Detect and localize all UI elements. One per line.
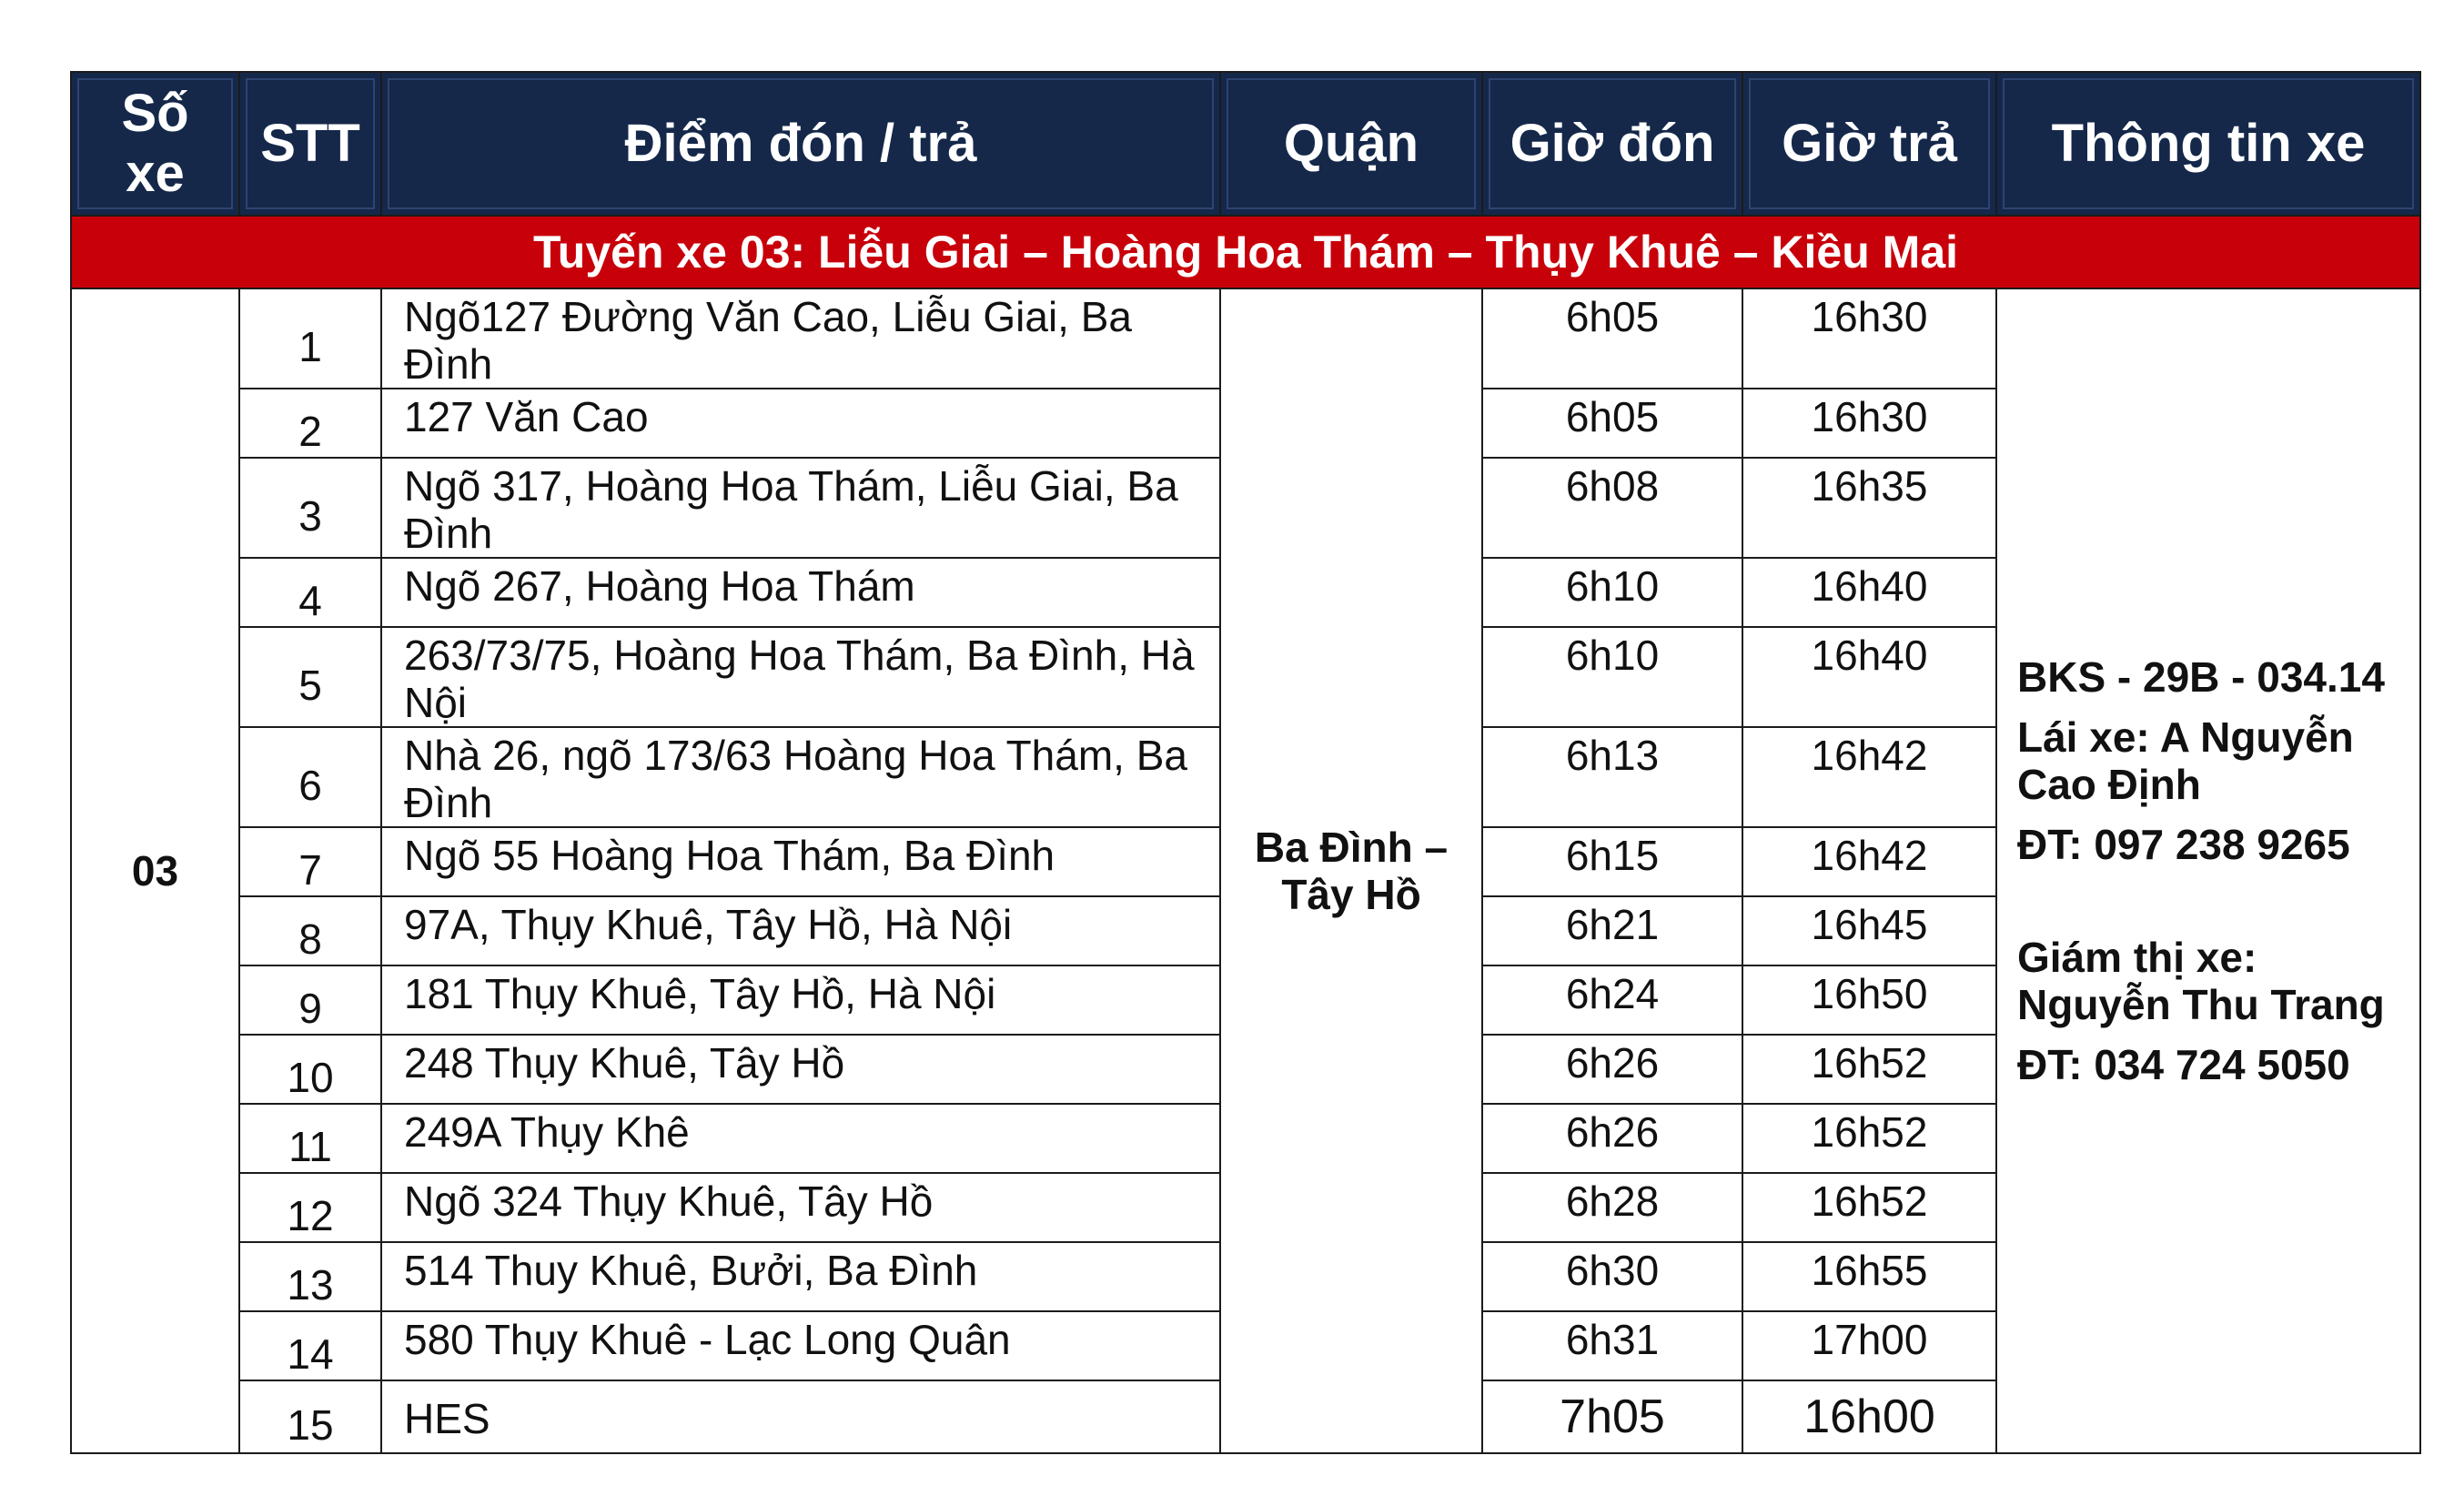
pickup-time: 6h15: [1482, 827, 1742, 896]
header-stt: STT: [239, 72, 381, 216]
pickup-time: 6h10: [1482, 558, 1742, 627]
stop-address: Ngõ 267, Hoàng Hoa Thám: [381, 558, 1220, 627]
route-table: [70, 71, 2421, 1454]
dropoff-time: 16h55: [1742, 1242, 1996, 1311]
driver-phone: ĐT: 097 238 9265: [2017, 821, 2350, 868]
pickup-time: 6h05: [1482, 389, 1742, 458]
pickup-time: 6h30: [1482, 1242, 1742, 1311]
pickup-time: 6h05: [1482, 288, 1742, 389]
pickup-time: 6h26: [1482, 1035, 1742, 1104]
stop-number: 9: [239, 965, 381, 1035]
driver: Lái xe: A Nguyễn Cao Định: [2017, 713, 2354, 808]
stop-address: 181 Thụy Khuê, Tây Hồ, Hà Nội: [381, 965, 1220, 1035]
pickup-time: 6h21: [1482, 896, 1742, 965]
header-pickup: Giờ đón: [1482, 72, 1742, 216]
pickup-time: 6h13: [1482, 727, 1742, 827]
header-bus-info: Thông tin xe: [1996, 72, 2420, 216]
stop-address: 97A, Thụy Khuê, Tây Hồ, Hà Nội: [381, 896, 1220, 965]
dropoff-time: 16h00: [1742, 1380, 1996, 1453]
plate: BKS - 29B - 034.14: [2017, 653, 2385, 701]
pickup-time: 6h24: [1482, 965, 1742, 1035]
stop-number: 12: [239, 1173, 381, 1242]
stop-address: 580 Thụy Khuê - Lạc Long Quân: [381, 1311, 1220, 1380]
route-title: Tuyến xe 03: Liễu Giai – Hoàng Hoa Thám – Thụy Khuê – Kiều Mai: [71, 216, 2420, 288]
dropoff-time: 16h42: [1742, 727, 1996, 827]
stop-address: Ngõ 324 Thụy Khuê, Tây Hồ: [381, 1173, 1220, 1242]
dropoff-time: 16h30: [1742, 288, 1996, 389]
stop-number: 6: [239, 727, 381, 827]
pickup-time: 6h28: [1482, 1173, 1742, 1242]
bus-info: [1996, 288, 2420, 1453]
pickup-time: 6h08: [1482, 458, 1742, 558]
pickup-time: 6h10: [1482, 627, 1742, 727]
stop-number: 1: [239, 288, 381, 389]
stop-address: 514 Thuy Khuê, Bưởi, Ba Đình: [381, 1242, 1220, 1311]
stop-number: 11: [239, 1104, 381, 1173]
stop-address: 248 Thụy Khuê, Tây Hồ: [381, 1035, 1220, 1104]
dropoff-time: 16h50: [1742, 965, 1996, 1035]
table-row: [71, 288, 2420, 389]
dropoff-time: 16h52: [1742, 1173, 1996, 1242]
stop-number: 15: [239, 1380, 381, 1453]
stop-address: 127 Văn Cao: [381, 389, 1220, 458]
dropoff-time: 16h45: [1742, 896, 1996, 965]
stop-address: HES: [381, 1380, 1220, 1453]
header-stop: Điểm đón / trả: [381, 72, 1220, 216]
dropoff-time: 16h30: [1742, 389, 1996, 458]
stop-address: 263/73/75, Hoàng Hoa Thám, Ba Đình, Hà Nội: [381, 627, 1220, 727]
header-district: Quận: [1220, 72, 1482, 216]
stop-number: 14: [239, 1311, 381, 1380]
dropoff-time: 17h00: [1742, 1311, 1996, 1380]
pickup-time: 7h05: [1482, 1380, 1742, 1453]
dropoff-time: 16h40: [1742, 627, 1996, 727]
supervisor: Giám thị xe: Nguyễn Thu Trang: [2017, 934, 2385, 1028]
bus-number: 03: [71, 288, 239, 1453]
stop-address: Ngõ127 Đường Văn Cao, Liễu Giai, Ba Đình: [381, 288, 1220, 389]
dropoff-time: 16h52: [1742, 1104, 1996, 1173]
stop-address: 249A Thụy Khê: [381, 1104, 1220, 1173]
header-row: [71, 72, 2420, 216]
supervisor-phone: ĐT: 034 724 5050: [2017, 1041, 2350, 1088]
pickup-time: 6h31: [1482, 1311, 1742, 1380]
stop-number: 5: [239, 627, 381, 727]
stop-address: Nhà 26, ngõ 173/63 Hoàng Hoa Thám, Ba Đình: [381, 727, 1220, 827]
district: Ba Đình – Tây Hồ: [1220, 288, 1482, 1453]
header-dropoff: Giờ trả: [1742, 72, 1996, 216]
stop-number: 4: [239, 558, 381, 627]
dropoff-time: 16h35: [1742, 458, 1996, 558]
route-banner-row: [71, 216, 2420, 288]
dropoff-time: 16h42: [1742, 827, 1996, 896]
stop-number: 10: [239, 1035, 381, 1104]
stop-number: 8: [239, 896, 381, 965]
pickup-time: 6h26: [1482, 1104, 1742, 1173]
stop-address: Ngõ 317, Hoàng Hoa Thám, Liễu Giai, Ba Đình: [381, 458, 1220, 558]
stop-number: 7: [239, 827, 381, 896]
stop-number: 2: [239, 389, 381, 458]
stop-number: 3: [239, 458, 381, 558]
stop-number: 13: [239, 1242, 381, 1311]
dropoff-time: 16h40: [1742, 558, 1996, 627]
header-bus-no: Số xe: [71, 72, 239, 216]
dropoff-time: 16h52: [1742, 1035, 1996, 1104]
stop-address: Ngõ 55 Hoàng Hoa Thám, Ba Đình: [381, 827, 1220, 896]
